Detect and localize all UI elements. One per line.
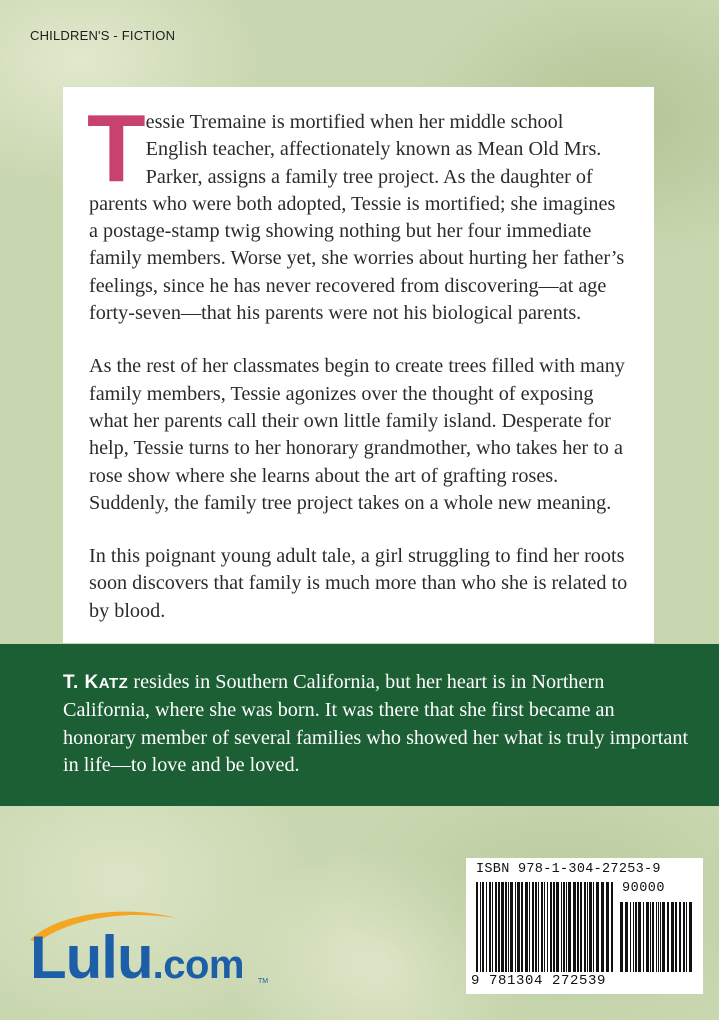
- barcode-bar: [547, 882, 548, 972]
- barcode-bar: [568, 882, 571, 972]
- barcode-bar: [625, 902, 628, 972]
- barcode-bar: [667, 902, 669, 972]
- barcode-bar: [521, 882, 523, 972]
- barcode-bar: [529, 882, 530, 972]
- barcode-bar: [573, 882, 576, 972]
- barcode-bar: [566, 882, 567, 972]
- category-label: CHILDREN'S - FICTION: [30, 28, 176, 43]
- barcode-bar: [638, 902, 641, 972]
- barcode-bar: [495, 882, 497, 972]
- barcode-bar: [541, 882, 543, 972]
- lulu-logo: [26, 906, 269, 996]
- addon-barcode-bars-icon: [620, 902, 692, 972]
- barcode-bar: [584, 882, 586, 972]
- barcode-bar: [480, 882, 481, 972]
- blurb-panel: [63, 87, 654, 643]
- blurb-paragraph-2: As the rest of her classmates begin to create trees filled with many family members, Tessie agonizes over the thought of exposing what her parents call their own little family island. Desperate for help, Tessie turns to her honorary grandmother, who takes her to a rose show where she learns about the art of grafting roses. Suddenly, the family tree project takes on a whole new meaning.: [89, 355, 625, 514]
- author-name-initial: T. K: [63, 672, 99, 693]
- barcode-digits: 9 781304 272539: [471, 973, 607, 989]
- barcode-bar: [486, 882, 487, 972]
- author-name-rest: ATZ: [98, 675, 129, 692]
- barcode-bar: [689, 902, 692, 972]
- barcode-bar: [510, 882, 513, 972]
- barcode-bar: [620, 902, 623, 972]
- logo-word: Lulu: [30, 924, 153, 991]
- barcode-bar: [611, 882, 613, 972]
- barcode-bar: [593, 882, 594, 972]
- isbn-barcode: [466, 858, 703, 994]
- barcode-bar: [538, 882, 539, 972]
- barcode-bar: [646, 902, 649, 972]
- barcode-bar: [675, 902, 677, 972]
- barcode-bar: [656, 902, 657, 972]
- barcode-bar: [515, 882, 516, 972]
- barcode-bar: [476, 882, 478, 972]
- blurb-paragraph-3: In this poignant young adult tale, a girl struggling to find her roots soon discovers that family is much more than who she is related to by blood.: [89, 545, 628, 622]
- barcode-bar: [662, 902, 665, 972]
- logo-suffix: .com: [152, 943, 244, 987]
- barcode-bar: [589, 882, 592, 972]
- drop-cap: T: [87, 95, 146, 202]
- barcode-bar: [635, 902, 637, 972]
- barcode-bar: [577, 882, 579, 972]
- logo-trademark: TM: [258, 978, 269, 985]
- barcode-bar: [482, 882, 484, 972]
- barcode-bar: [553, 882, 555, 972]
- barcode-bars-icon: [476, 882, 616, 972]
- barcode-bar: [501, 882, 504, 972]
- barcode-bar: [606, 882, 609, 972]
- barcode-bar: [660, 902, 661, 972]
- barcode-bar: [679, 902, 681, 972]
- blurb-paragraph-1: [87, 95, 628, 327]
- barcode-bar: [601, 882, 604, 972]
- barcode-bar: [517, 882, 520, 972]
- barcode-bar: [489, 882, 491, 972]
- barcode-bar: [508, 882, 509, 972]
- barcode-bar: [630, 902, 631, 972]
- author-bio-text: resides in Southern California, but her heart is in Northern California, where she was born. It was there that she first became an honorary member of several families who showed her what is truly important in life—to love and be loved.: [63, 671, 689, 776]
- barcode-bar: [561, 882, 562, 972]
- barcode-bar: [563, 882, 565, 972]
- price-code: 90000: [622, 881, 666, 896]
- barcode-bar: [658, 902, 659, 972]
- barcode-bar: [556, 882, 559, 972]
- barcode-bar: [686, 902, 687, 972]
- logo-wordmark: [30, 926, 244, 997]
- author-bio-band: [0, 644, 719, 806]
- barcode-bar: [498, 882, 500, 972]
- barcode-bar: [587, 882, 588, 972]
- barcode-bar: [550, 882, 552, 972]
- author-name: [63, 672, 128, 693]
- barcode-bar: [544, 882, 545, 972]
- barcode-bar: [671, 902, 674, 972]
- barcode-bar: [633, 902, 634, 972]
- barcode-bar: [505, 882, 507, 972]
- barcode-bar: [532, 882, 534, 972]
- barcode-bar: [650, 902, 651, 972]
- isbn-label: ISBN 978-1-304-27253-9: [476, 862, 661, 877]
- barcode-bar: [643, 902, 644, 972]
- barcode-bar: [652, 902, 654, 972]
- barcode-bar: [596, 882, 599, 972]
- barcode-bar: [683, 902, 685, 972]
- barcode-bar: [525, 882, 528, 972]
- barcode-bar: [492, 882, 493, 972]
- blurb-paragraph-1-text: essie Tremaine is mortified when her middle school English teacher, affectionately known as Mean Old Mrs. Parker, assigns a family tree project. As the daughter of parents who were both adopted, Tessie is mortified; she imagines a postage-stamp twig showing nothing but her four immediate family members. Worse yet, she worries about hurting her father’s feelings, since he has never recovered from discovering—at age forty-seven—that his parents were not his biological parents.: [89, 111, 625, 325]
- barcode-bar: [535, 882, 537, 972]
- barcode-bar: [580, 882, 582, 972]
